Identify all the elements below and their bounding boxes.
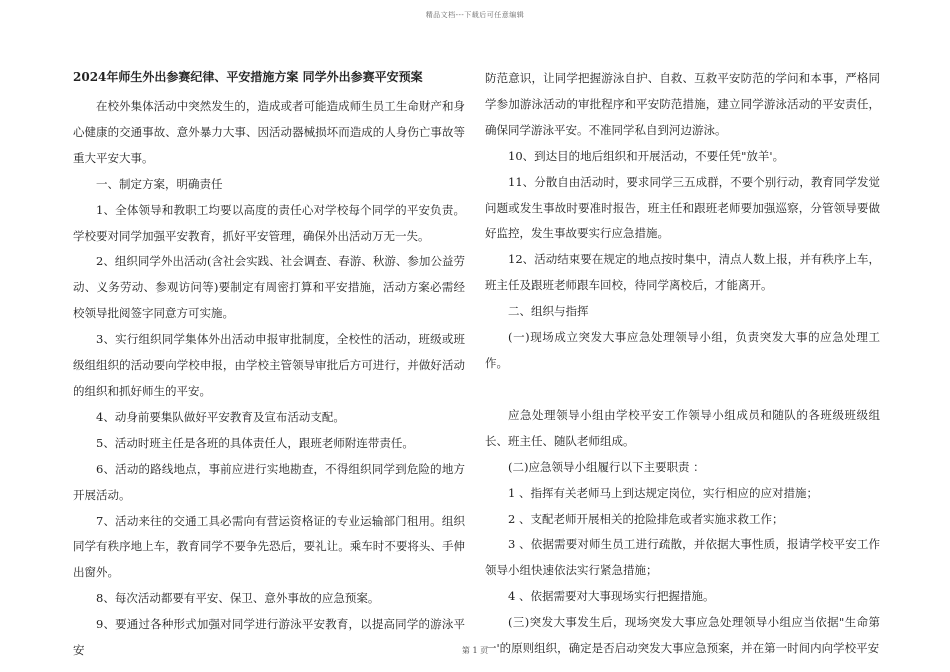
paragraph: 7、活动来往的交通工具必需向有营运资格证的专业运输部门租用。组织同学有秩序地上车，教育同学不要争先恐后，要礼让。乘车时不要将头、手伸出窗外。: [73, 513, 465, 580]
list-item: 2 、支配老师开展相关的抢险排危或者实施求救工作；: [508, 511, 784, 526]
right-column: [485, 66, 880, 662]
paragraph: 应急处理领导小组由学校平安工作领导小组成员和随队的各班级班级组长、班主任、随队老师组成。: [485, 407, 880, 448]
paragraph: 3、实行组织同学集体外出活动申报审批制度，全校性的活动，班级或班级组组织的活动要向学校申报，由学校主管领导审批后方可进行，并做好活动的组织和抓好师生的平安。: [73, 332, 465, 398]
paragraph: 6、活动的路线地点，事前应进行实地勘查，不得组织同学到危险的地方开展活动。: [73, 461, 465, 502]
paragraph-continuation: 防范意识，让同学把握游泳自护、自救、互救平安防范的学问和本事，严格同学参加游泳活动的审批程序和平安防范措施，建立同学游泳活动的平安责任，确保同学游泳平安。不准同学私自到河边游泳。: [485, 71, 880, 137]
document-title: 2024年师生外出参赛纪律、平安措施方案 同学外出参赛平安预案: [73, 70, 423, 84]
paragraph: 8、每次活动都要有平安、保卫、意外事故的应急预案。: [96, 591, 380, 606]
paragraph: 12、活动结束要在规定的地点按时集中，清点人数上报，并有秩序上车，班主任及跟班老师跟车回校，待同学离校后，才能离开。: [485, 252, 880, 293]
list-item: 4 、依据需要对大事现场实行把握措施。: [508, 589, 715, 604]
paragraph-spacer: [485, 377, 880, 403]
document-header-note: 精品文档---下载后可任意编辑: [425, 11, 525, 19]
paragraph: (二)应急领导小组履行以下主要职责 ：: [508, 459, 705, 474]
page-number: 第 1 页: [461, 646, 489, 655]
paragraph: 9、要通过各种形式加强对同学进行游泳平安教育，以提高同学的游泳平安: [73, 617, 465, 658]
paragraph: 在校外集体活动中突然发生的，造成或者可能造成师生员工生命财产和身心健康的交通事故、意外暴力大事、因活动器械损坏而造成的人身伤亡事故等重大平安大事。: [73, 99, 465, 165]
paragraph: (一)现场成立突发大事应急处理领导小组，负责突发大事的应急处理工作。: [485, 330, 880, 370]
list-item: 3 、依据需要对师生员工进行疏散，并依据大事性质，报请学校平安工作领导小组快速依法实行紧急措施；: [485, 537, 880, 578]
paragraph: 11、分散自由活动时，要求同学三五成群，不要个别行动，教育同学发觉问题或发生事故时要准时报告，班主任和跟班老师要加强巡察，分管领导要做好监控，发生事故要实行应急措施。: [485, 174, 880, 241]
paragraph: 1、全体领导和教职工均要以高度的责任心对学校每个同学的平安负责。学校要对同学加强平安教育，抓好平安管理，确保外出活动万无一失。: [73, 202, 465, 243]
section-heading: 一、制定方案，明确责任: [96, 176, 223, 191]
paragraph: 5、活动时班主任是各班的具体责任人，跟班老师附连带责任。: [96, 435, 414, 450]
paragraph: 4、动身前要集队做好平安教育及宣布活动支配。: [96, 409, 345, 424]
paragraph: (三)突发大事发生后，现场突发大事应急处理领导小组应当依据"生命第一'的原则组织，确定是否启动突发大事应急预案，并在第一时间内向学校平安: [485, 615, 880, 656]
list-item: 1 、指挥有关老师马上到达规定岗位，实行相应的应对措施；: [508, 485, 818, 500]
paragraph: 10、到达目的地后组织和开展活动，不要任凭"放羊'。: [508, 148, 785, 163]
left-column: [73, 66, 465, 664]
paragraph: 2、组织同学外出活动(含社会实践、社会调查、春游、秋游、参加公益劳动、义务劳动、参观访问等)要制定有周密打算和平安措施，活动方案必需经校领导批阅签字同意方可实施。: [73, 254, 465, 321]
section-heading: 二、组织与指挥: [508, 304, 589, 319]
